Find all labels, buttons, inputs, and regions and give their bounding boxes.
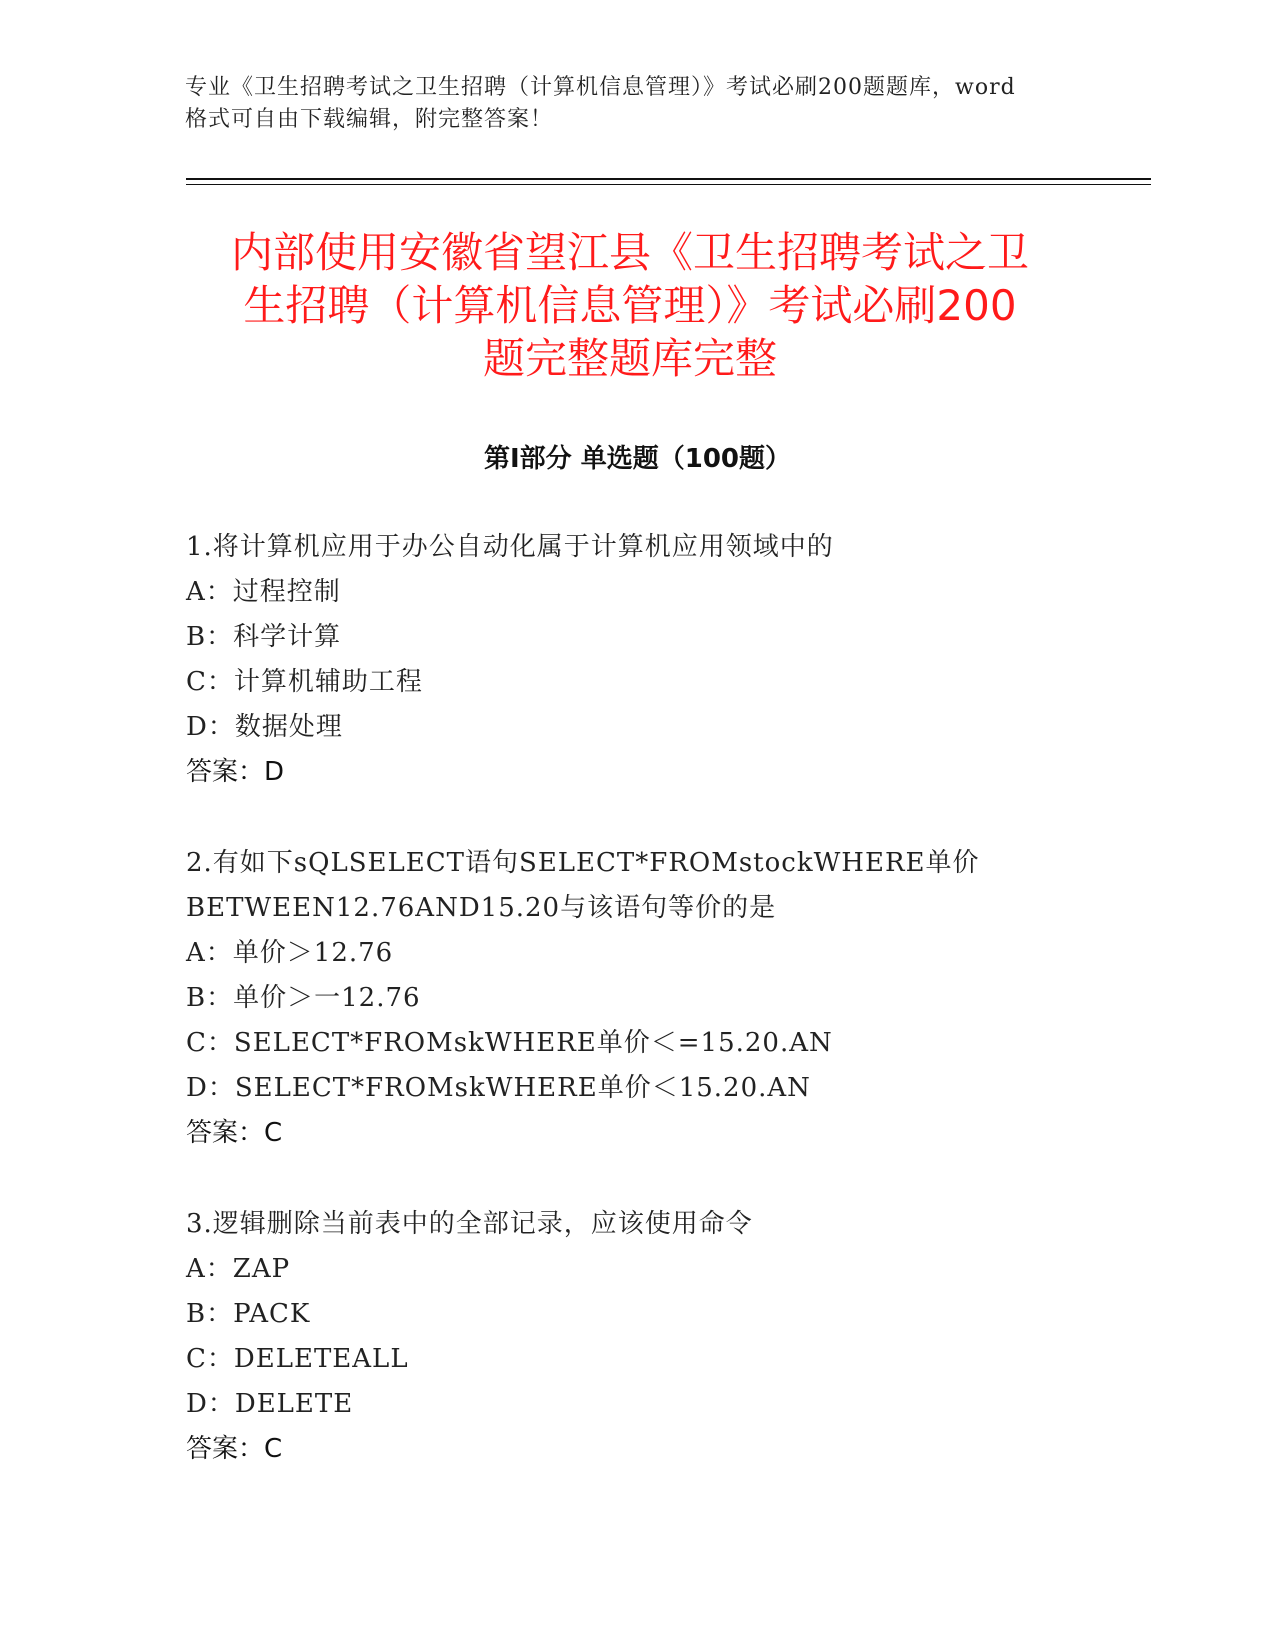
document-title-line1: 内部使用安徽省望江县《卫生招聘考试之卫 (230, 228, 1029, 277)
option-b: B：单价＞一12.76 (186, 983, 421, 1013)
document-title-line2: 生招聘（计算机信息管理）》考试必刷200 (243, 281, 1017, 330)
option-b: B：科学计算 (186, 622, 342, 652)
answer: 答案：C (186, 1118, 283, 1148)
question-1 (186, 525, 1086, 795)
option-a: A：过程控制 (186, 577, 341, 607)
question-3 (186, 1202, 1086, 1472)
header-note (185, 72, 1085, 136)
header-note-line2: 格式可自由下载编辑，附完整答案！ (185, 107, 554, 132)
question-2 (186, 841, 1086, 1156)
question-list (186, 525, 1086, 1518)
option-c: C：SELECT*FROMskWHERE单价＜=15.20.AN (186, 1028, 833, 1058)
option-b: B：PACK (186, 1299, 311, 1329)
document-title-line3: 题完整题库完整 (482, 334, 777, 383)
header-divider-thick (186, 178, 1151, 180)
section-heading: 第Ⅰ部分 单选题（100题） (484, 444, 791, 474)
answer: 答案：D (186, 757, 285, 787)
header-note-line1: 专业《卫生招聘考试之卫生招聘（计算机信息管理）》考试必刷200题题库，word (185, 75, 1016, 100)
option-c: C：计算机辅助工程 (186, 667, 423, 697)
option-a: A：ZAP (186, 1254, 291, 1284)
option-c: C：DELETEALL (186, 1344, 409, 1374)
option-d: D：SELECT*FROMskWHERE单价＜15.20.AN (186, 1073, 811, 1103)
header-divider-thin (186, 184, 1151, 185)
option-d: D：数据处理 (186, 712, 343, 742)
document-title (190, 226, 1070, 385)
question-stem: 1.将计算机应用于办公自动化属于计算机应用领域中的 (186, 532, 834, 562)
answer: 答案：C (186, 1434, 283, 1464)
question-stem-continued: BETWEEN12.76AND15.20与该语句等价的是 (186, 893, 777, 923)
option-d: D：DELETE (186, 1389, 354, 1419)
question-stem: 2.有如下sQLSELECT语句SELECT*FROMstockWHERE单价 (186, 848, 980, 878)
question-stem: 3.逻辑删除当前表中的全部记录，应该使用命令 (186, 1209, 753, 1239)
option-a: A：单价＞12.76 (186, 938, 394, 968)
